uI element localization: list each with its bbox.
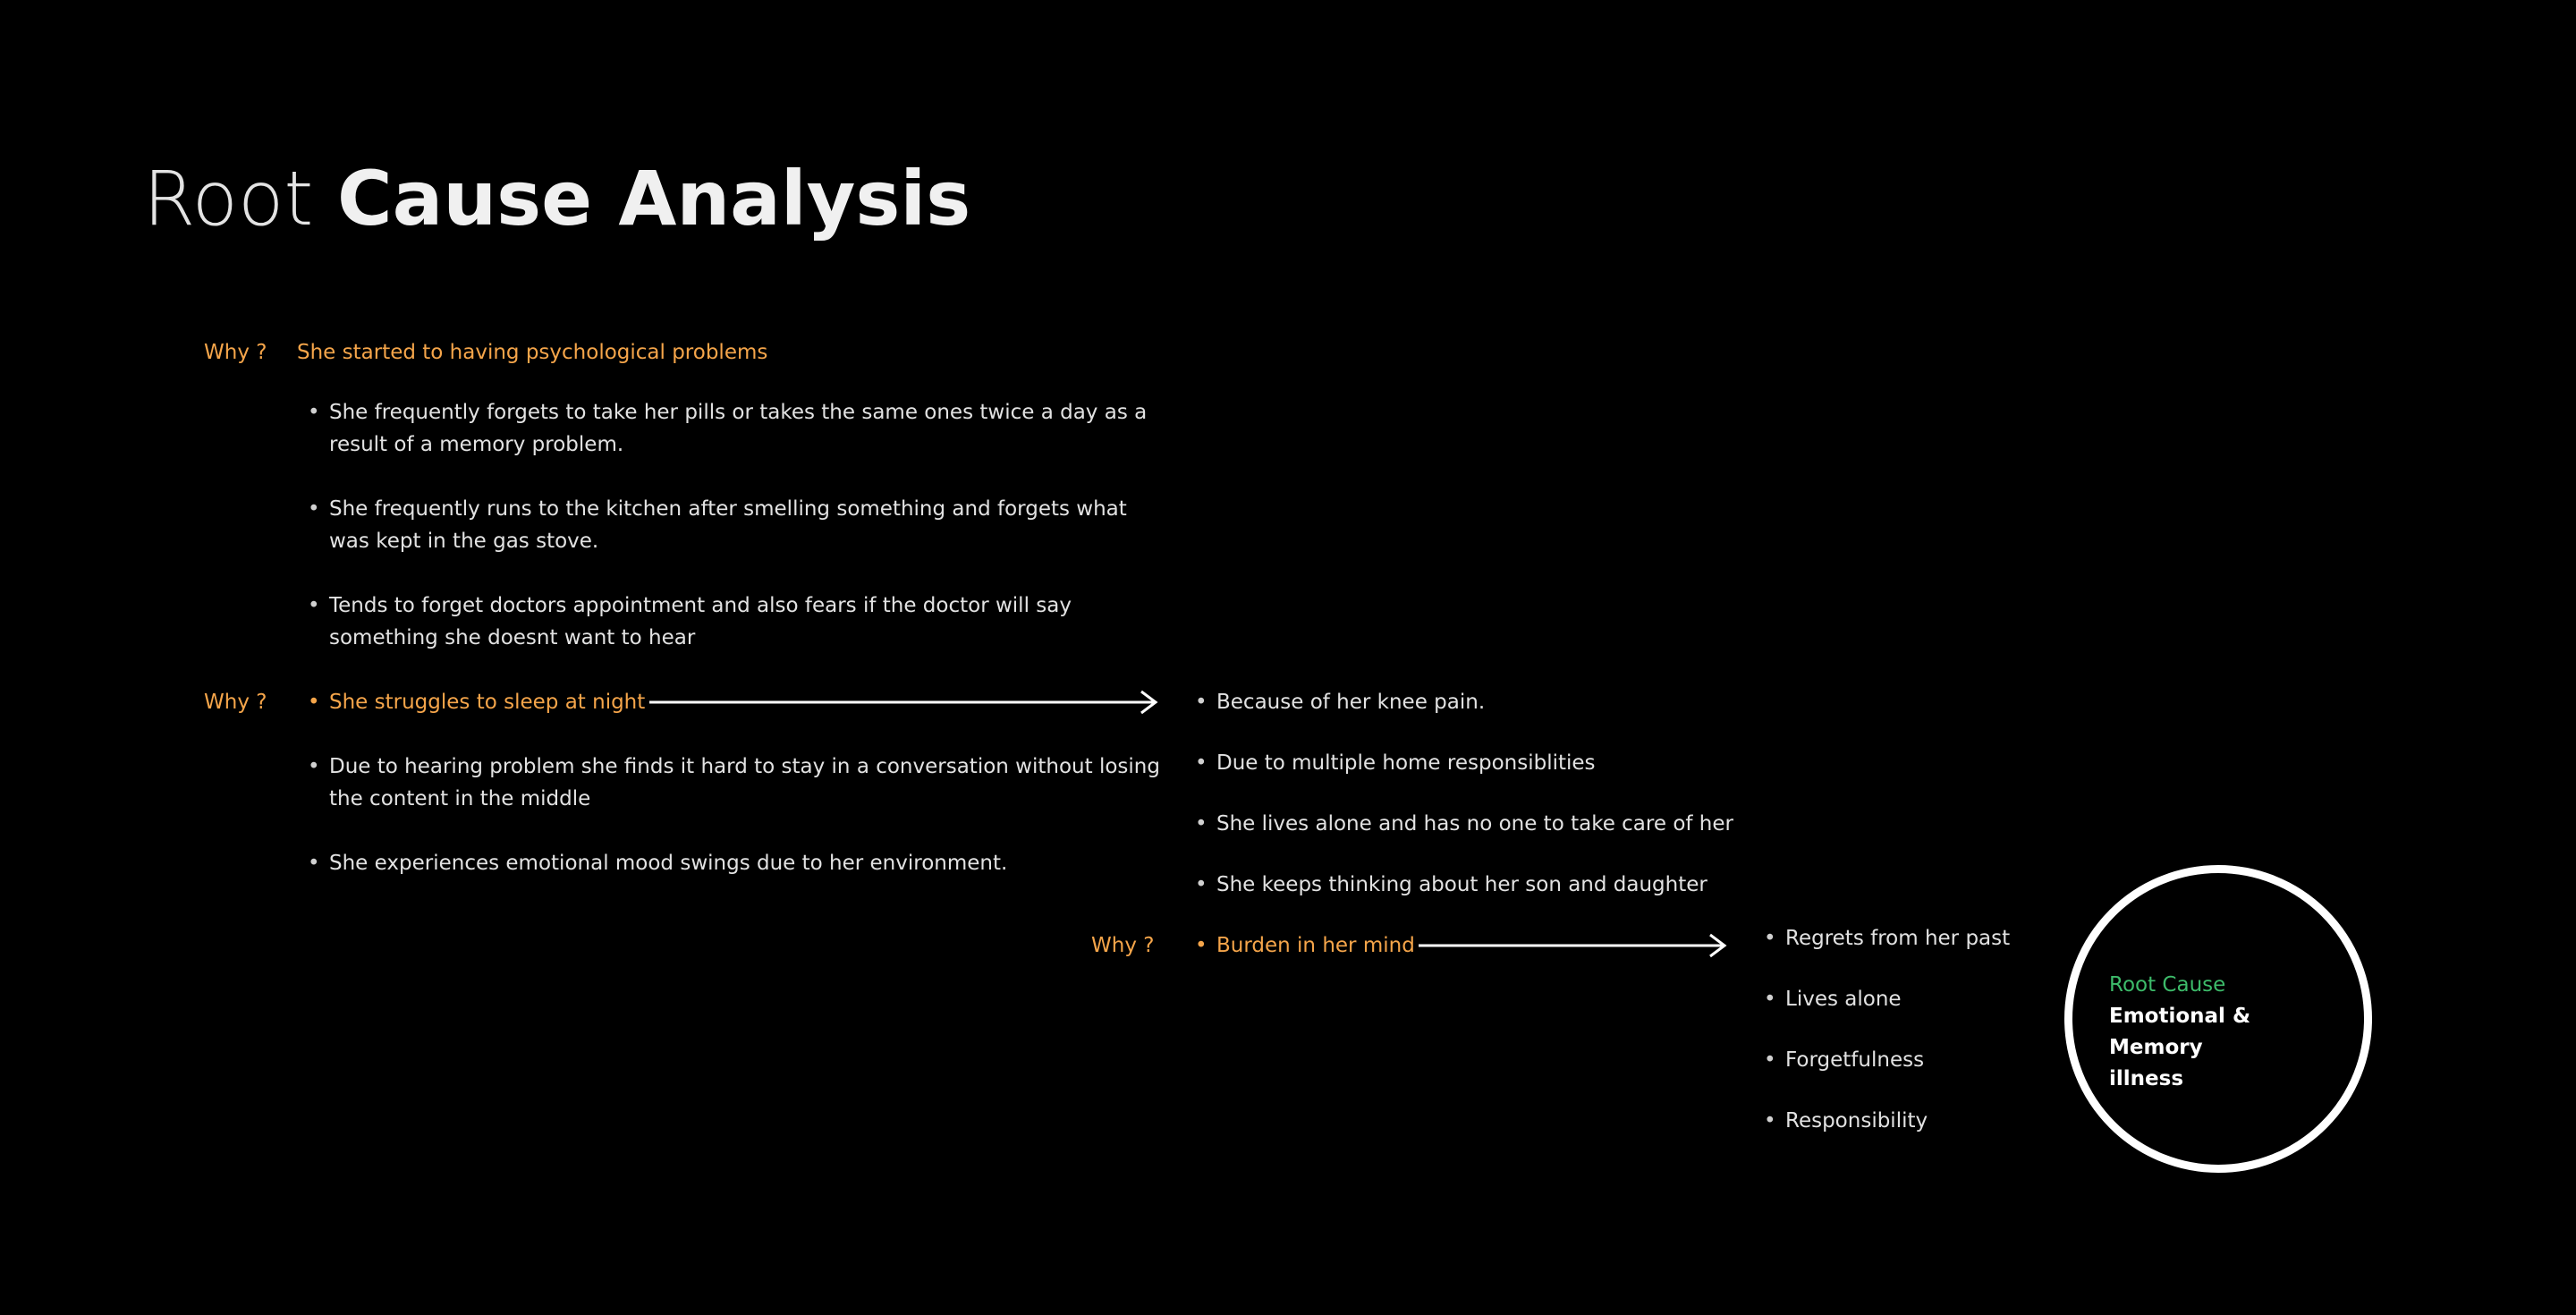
bullet-dot: • <box>1764 1109 1776 1133</box>
why-label-2: Why ? <box>204 691 267 714</box>
bullet-line: something she doesnt want to hear <box>329 626 696 649</box>
bullet-line: result of a memory problem. <box>329 433 624 456</box>
bullet-dot: • <box>1195 691 1208 714</box>
bullet-line: Lives alone <box>1785 988 1902 1011</box>
list-item <box>1764 1105 1928 1137</box>
highlight-text: Burden in her mind <box>1216 934 1415 957</box>
list-item <box>308 847 1170 879</box>
bullet-line: She lives alone and has no one to take care of her <box>1216 812 1733 836</box>
list-item <box>1195 686 1486 718</box>
bullet-line: Responsibility <box>1785 1109 1928 1133</box>
bullet-dot: • <box>308 691 320 714</box>
list-item <box>1764 983 1902 1015</box>
bullet-dot: • <box>308 852 320 875</box>
why-label-3: Why ? <box>1091 934 1155 957</box>
highlight-text: She struggles to sleep at night <box>329 691 646 714</box>
list-item <box>308 590 1170 654</box>
bullet-dot: • <box>1764 1048 1776 1072</box>
why-label-1: Why ? <box>204 341 267 364</box>
bullet-dot: • <box>308 401 320 424</box>
bullet-line: Due to hearing problem she finds it hard to stay in a conversation without losing <box>329 755 1160 778</box>
bullet-dot: • <box>1195 934 1208 957</box>
list-item <box>1195 808 1733 840</box>
bullet-line: She frequently runs to the kitchen after smelling something and forgets what <box>329 497 1127 521</box>
bullet-line: Regrets from her past <box>1785 927 2011 950</box>
bullet-dot: • <box>308 594 320 617</box>
bullet-line: She keeps thinking about her son and daughter <box>1216 873 1707 896</box>
bullet-line: the content in the middle <box>329 787 591 810</box>
bullet-dot: • <box>308 497 320 521</box>
title-bold: Cause Analysis <box>337 155 971 242</box>
bullet-line: Due to multiple home responsiblities <box>1216 751 1596 775</box>
bullet-line: Because of her knee pain. <box>1216 691 1486 714</box>
root-cause-label: Root Cause <box>2109 973 2226 997</box>
root-cause-value-line1: Emotional & Memory <box>2109 1005 2251 1059</box>
list-item <box>308 751 1170 815</box>
highlight-burden <box>1195 929 1415 962</box>
list-item <box>1764 1044 1925 1076</box>
question-1: She started to having psychological problems <box>297 341 768 364</box>
bullet-line: She frequently forgets to take her pills or takes the same ones twice a day as a <box>329 401 1148 424</box>
list-item <box>308 493 1170 557</box>
bullet-line: Forgetfulness <box>1785 1048 1925 1072</box>
bullet-dot: • <box>308 755 320 778</box>
bullet-dot: • <box>1195 873 1208 896</box>
list-item <box>1764 922 2011 954</box>
arrow-icon <box>1419 934 1728 957</box>
bullet-dot: • <box>1764 927 1776 950</box>
bullet-line: Tends to forget doctors appointment and also fears if the doctor will say <box>329 594 1072 617</box>
page-title <box>143 150 970 247</box>
root-cause-text <box>2109 970 2342 1095</box>
bullet-dot: • <box>1195 751 1208 775</box>
bullet-line: She experiences emotional mood swings due to her environment. <box>329 852 1008 875</box>
bullet-line: was kept in the gas stove. <box>329 530 599 553</box>
list-item <box>1195 869 1707 901</box>
list-item <box>308 396 1170 461</box>
list-item <box>1195 747 1596 779</box>
bullet-dot: • <box>1764 988 1776 1011</box>
arrow-icon <box>649 691 1159 714</box>
highlight-sleep <box>308 686 646 718</box>
bullet-dot: • <box>1195 812 1208 836</box>
root-cause-value-line2: illness <box>2109 1067 2184 1090</box>
title-light: Root <box>143 155 314 242</box>
